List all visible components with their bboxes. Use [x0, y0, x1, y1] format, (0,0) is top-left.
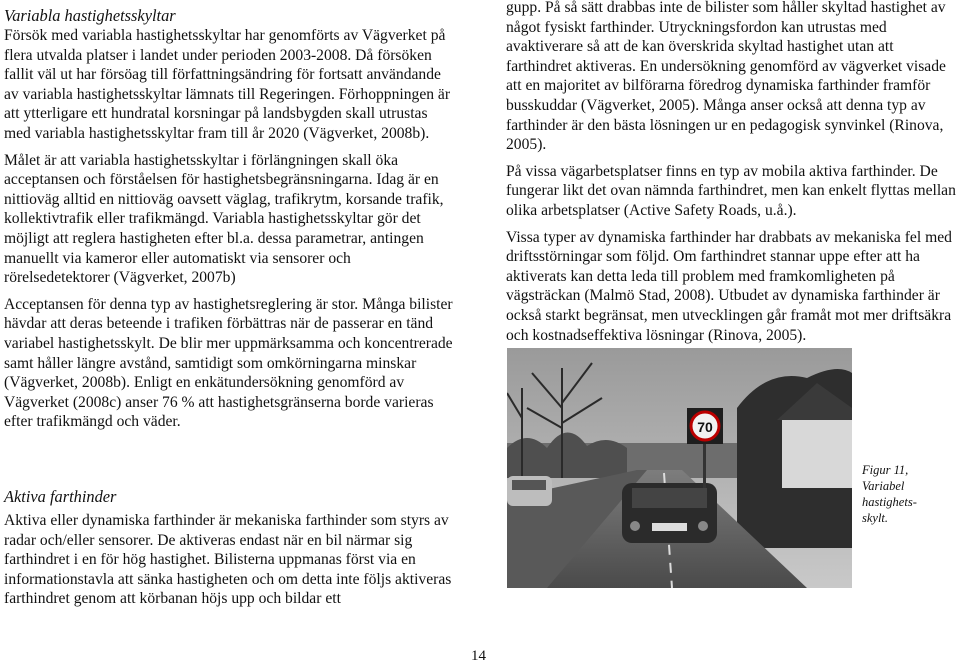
left-column	[4, 6, 456, 432]
section-heading-variabla: Variabla hastighetsskyltar	[4, 6, 176, 25]
road-photo	[507, 348, 852, 588]
paragraph: Vissa typer av dynamiska farthinder har drabbats av mekaniska fel med driftsstörningar som följd. Om farthindret stannar uppe efter att ha aktiverats kan detta leda till problem med framkomligheten på vägsträckan (Malmö Stad, 2008). Utbudet av dynamiska farthinder är också starkt begränsat, men utvecklingen går framåt mot mer driftsäkra och kostnadseffektiva lösningar (Rinova, 2005).	[506, 228, 952, 344]
figure-caption	[862, 462, 954, 526]
caption-line: hastighets-	[862, 495, 917, 509]
paragraph: Försök med variabla hastighetsskyltar har genomförts av Vägverket på flera utvalda platser i landet under perioden 2003-2008. Då försöken fallit väl ut har försöag till författningsändring för fortsatt användande av variabla hastighetsskyltar lämnats till Regeringen. Förhoppningen är att ytterligare ett hundratal korsningar på landsbygden skall utrustas med variabla hastighetsskyltar fram till år 2020 (Vägverket, 2008b).	[4, 27, 451, 142]
speed-sign-value: 70	[697, 419, 713, 435]
caption-line: skylt.	[862, 511, 889, 525]
road-scene-illustration	[507, 348, 852, 588]
page-number: 14	[471, 648, 486, 664]
paragraph: Aktiva eller dynamiska farthinder är mekaniska farthinder som styrs av radar och/eller sensorer. De aktiveras endast när en bil närmar sig farthindret i en för hög hastighet. Bilisterna uppmanas först via en informationstavla att sänka hastigheten och om detta inte följs aktiveras farthindret genom att körbanan höjs upp och bildar ett	[4, 512, 452, 608]
caption-line: Figur 11,	[862, 463, 909, 477]
right-column	[506, 0, 958, 345]
aktiva-section	[4, 487, 456, 609]
paragraph: På vissa vägarbetsplatser finns en typ av mobila aktiva farthinder. De fungerar likt det ovan nämnda farthindret, men kan enkelt flyttas mellan olika arbetsplatser (Active Safety Roads, u.å.).	[506, 162, 956, 219]
section-heading-aktiva: Aktiva farthinder	[4, 487, 117, 506]
paragraph: gupp. På så sätt drabbas inte de bilister som håller skyltad hastighet av något fysiskt farthinder. Utryckningsfordon kan utrustas med avaktiverare så att de kan överskrida skyltad hastighet utan att farthindret aktiveras. En undersökning genomförd av vägverket visade att en majoritet av bilförarna föredrog dynamiska farthinder framför busskuddar (Vägverket, 2005). Många anser också att denna typ av farthinder är den bästa lösningen ur en pedagogisk synvinkel (Rinova, 2005).	[506, 0, 946, 154]
caption-line: Variabel	[862, 479, 905, 493]
paragraph: Målet är att variabla hastighetsskyltar i förlängningen skall öka acceptansen och förståelsen för hastighetsbegränsningarna. Idag är en nittioväg alltid en nittioväg oavsett väglag, trafikrytm, korsande trafik, kollektivtrafik eller trafikmängd. Variabla hastighetsskyltar gör det möjligt att reglera hastigheten efter bl.a. dessa parametrar, antingen manuellt via kameror eller automatiskt via sensorer och rörelsedetektorer (Vägverket, 2007b)	[4, 151, 444, 287]
paragraph: Acceptansen för denna typ av hastighetsreglering är stor. Många bilister hävdar att deras beteende i trafiken förbättras när de passerar en tänd variabel hastighetsskylt. De blir mer uppmärksamma och koncentrerade samt håller längre avstånd, samtidigt som omkörningarna minskar (Vägverket, 2008b). Enligt en enkätundersökning genomförd av Vägverket (2008c) anser 76 % att hastighetsgränserna borde varieras efter trafikmängd och väder.	[4, 295, 453, 431]
